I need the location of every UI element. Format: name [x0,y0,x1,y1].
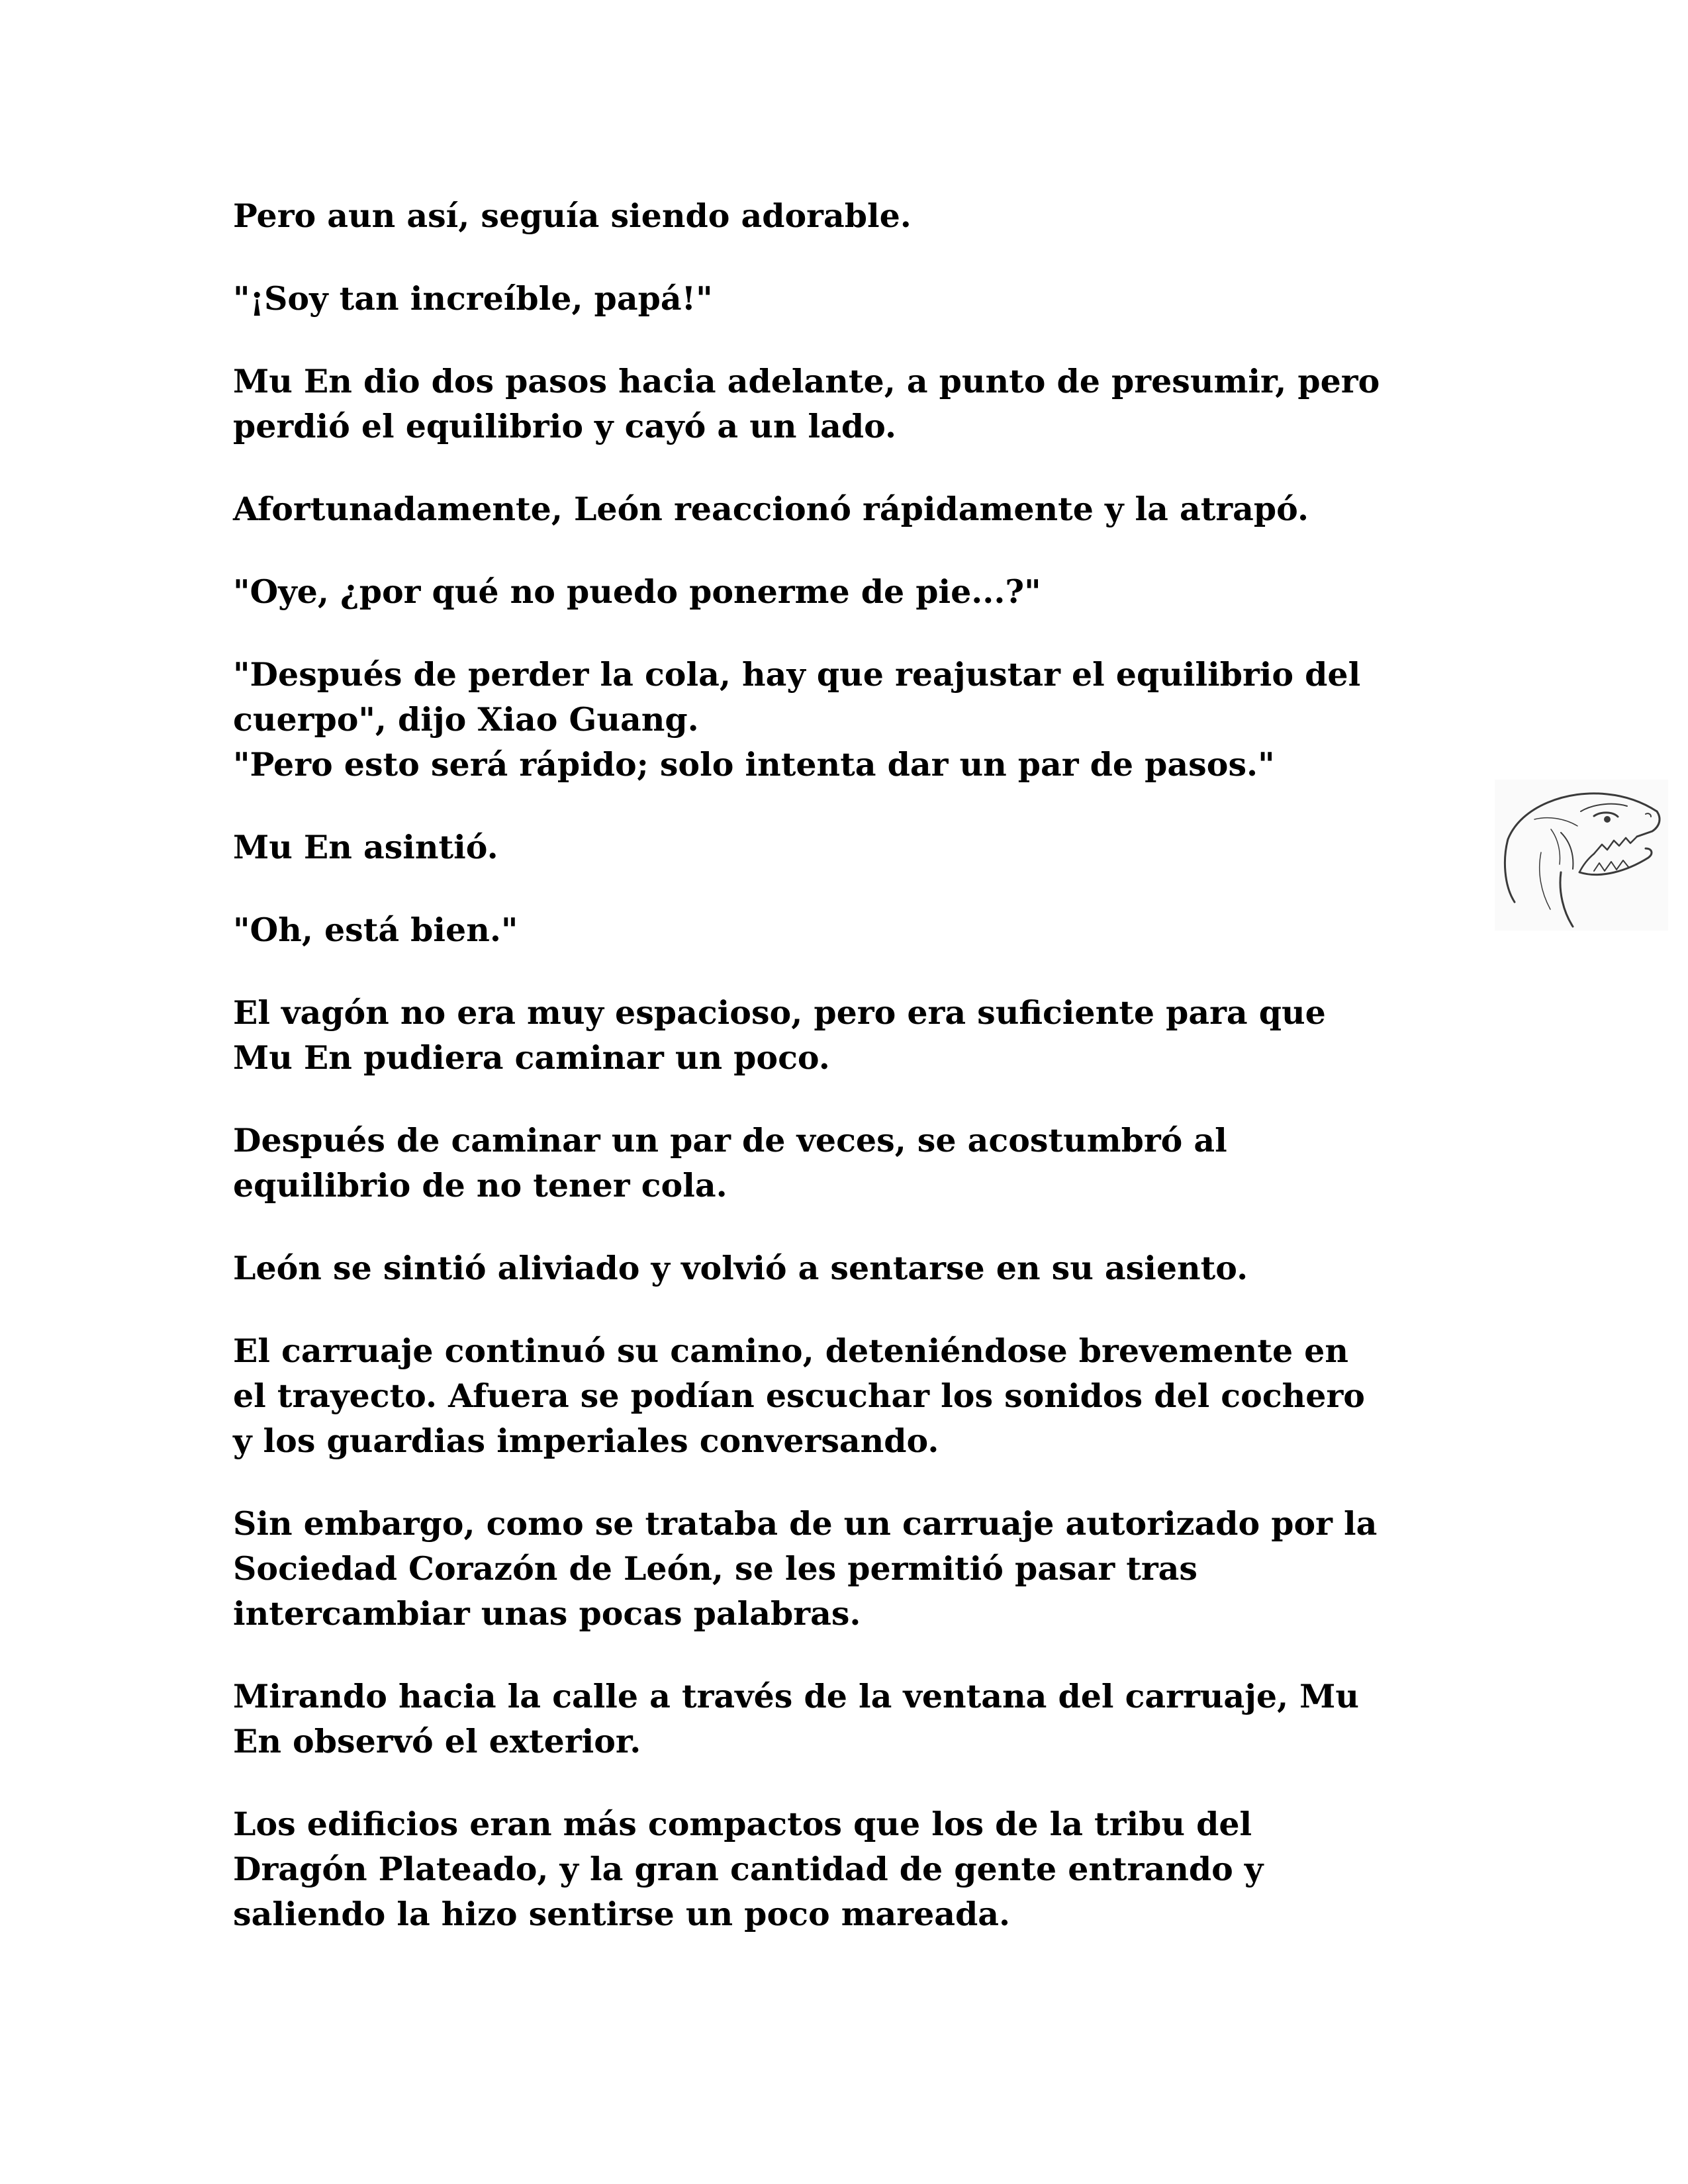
text-line: "Después de perder la cola, hay que reajustar el equilibrio del [233,655,1361,694]
text-line: León se sintió aliviado y volvió a sentarse en su asiento. [233,1249,1248,1287]
paragraph [233,990,1477,1080]
text-line: Los edificios eran más compactos que los de la tribu del [233,1805,1252,1843]
paragraph [233,1801,1477,1936]
text-line: cuerpo", dijo Xiao Guang. [233,700,699,739]
dinosaur-head-icon [1495,780,1668,931]
text-line: "Oh, está bien." [233,911,518,949]
story-text [233,193,1477,1974]
paragraph [233,486,1477,531]
paragraph [233,1674,1477,1764]
text-line: Mu En dio dos pasos hacia adelante, a punto de presumir, pero [233,362,1380,400]
text-line: "¡Soy tan increíble, papá!" [233,279,713,318]
text-line: El carruaje continuó su camino, deteniéndose brevemente en [233,1332,1348,1370]
paragraph [233,1328,1477,1463]
text-line: Después de caminar un par de veces, se acostumbró al [233,1121,1227,1160]
text-line: saliendo la hizo sentirse un poco mareada. [233,1895,1011,1933]
text-line: Sin embargo, como se trataba de un carruaje autorizado por la [233,1504,1378,1543]
text-line: El vagón no era muy espacioso, pero era suficiente para que [233,993,1326,1032]
text-line: Mu En pudiera caminar un poco. [233,1038,830,1077]
text-line: "Pero esto será rápido; solo intenta dar un par de pasos." [233,745,1275,784]
text-line: Afortunadamente, León reaccionó rápidamente y la atrapó. [233,490,1309,528]
paragraph [233,825,1477,870]
text-line: perdió el equilibrio y cayó a un lado. [233,407,897,445]
text-line: En observó el exterior. [233,1722,641,1760]
text-line: equilibrio de no tener cola. [233,1166,727,1205]
paragraph [233,193,1477,238]
paragraph [233,359,1477,449]
text-line: Sociedad Corazón de León, se les permitió pasar tras [233,1549,1197,1588]
text-line: y los guardias imperiales conversando. [233,1422,939,1460]
paragraph [233,276,1477,321]
paragraph [233,652,1477,787]
text-line: Dragón Plateado, y la gran cantidad de gente entrando y [233,1850,1264,1888]
text-line: "Oye, ¿por qué no puedo ponerme de pie...?" [233,572,1041,611]
text-line: Pero aun así, seguía siendo adorable. [233,197,912,235]
paragraph [233,1501,1477,1636]
text-line: Mu En asintió. [233,828,498,866]
paragraph [233,569,1477,614]
text-line: Mirando hacia la calle a través de la ventana del carruaje, Mu [233,1677,1360,1715]
text-line: intercambiar unas pocas palabras. [233,1594,861,1633]
paragraph [233,1246,1477,1291]
text-line: el trayecto. Afuera se podían escuchar los sonidos del cochero [233,1377,1365,1415]
paragraph [233,907,1477,952]
paragraph [233,1118,1477,1208]
